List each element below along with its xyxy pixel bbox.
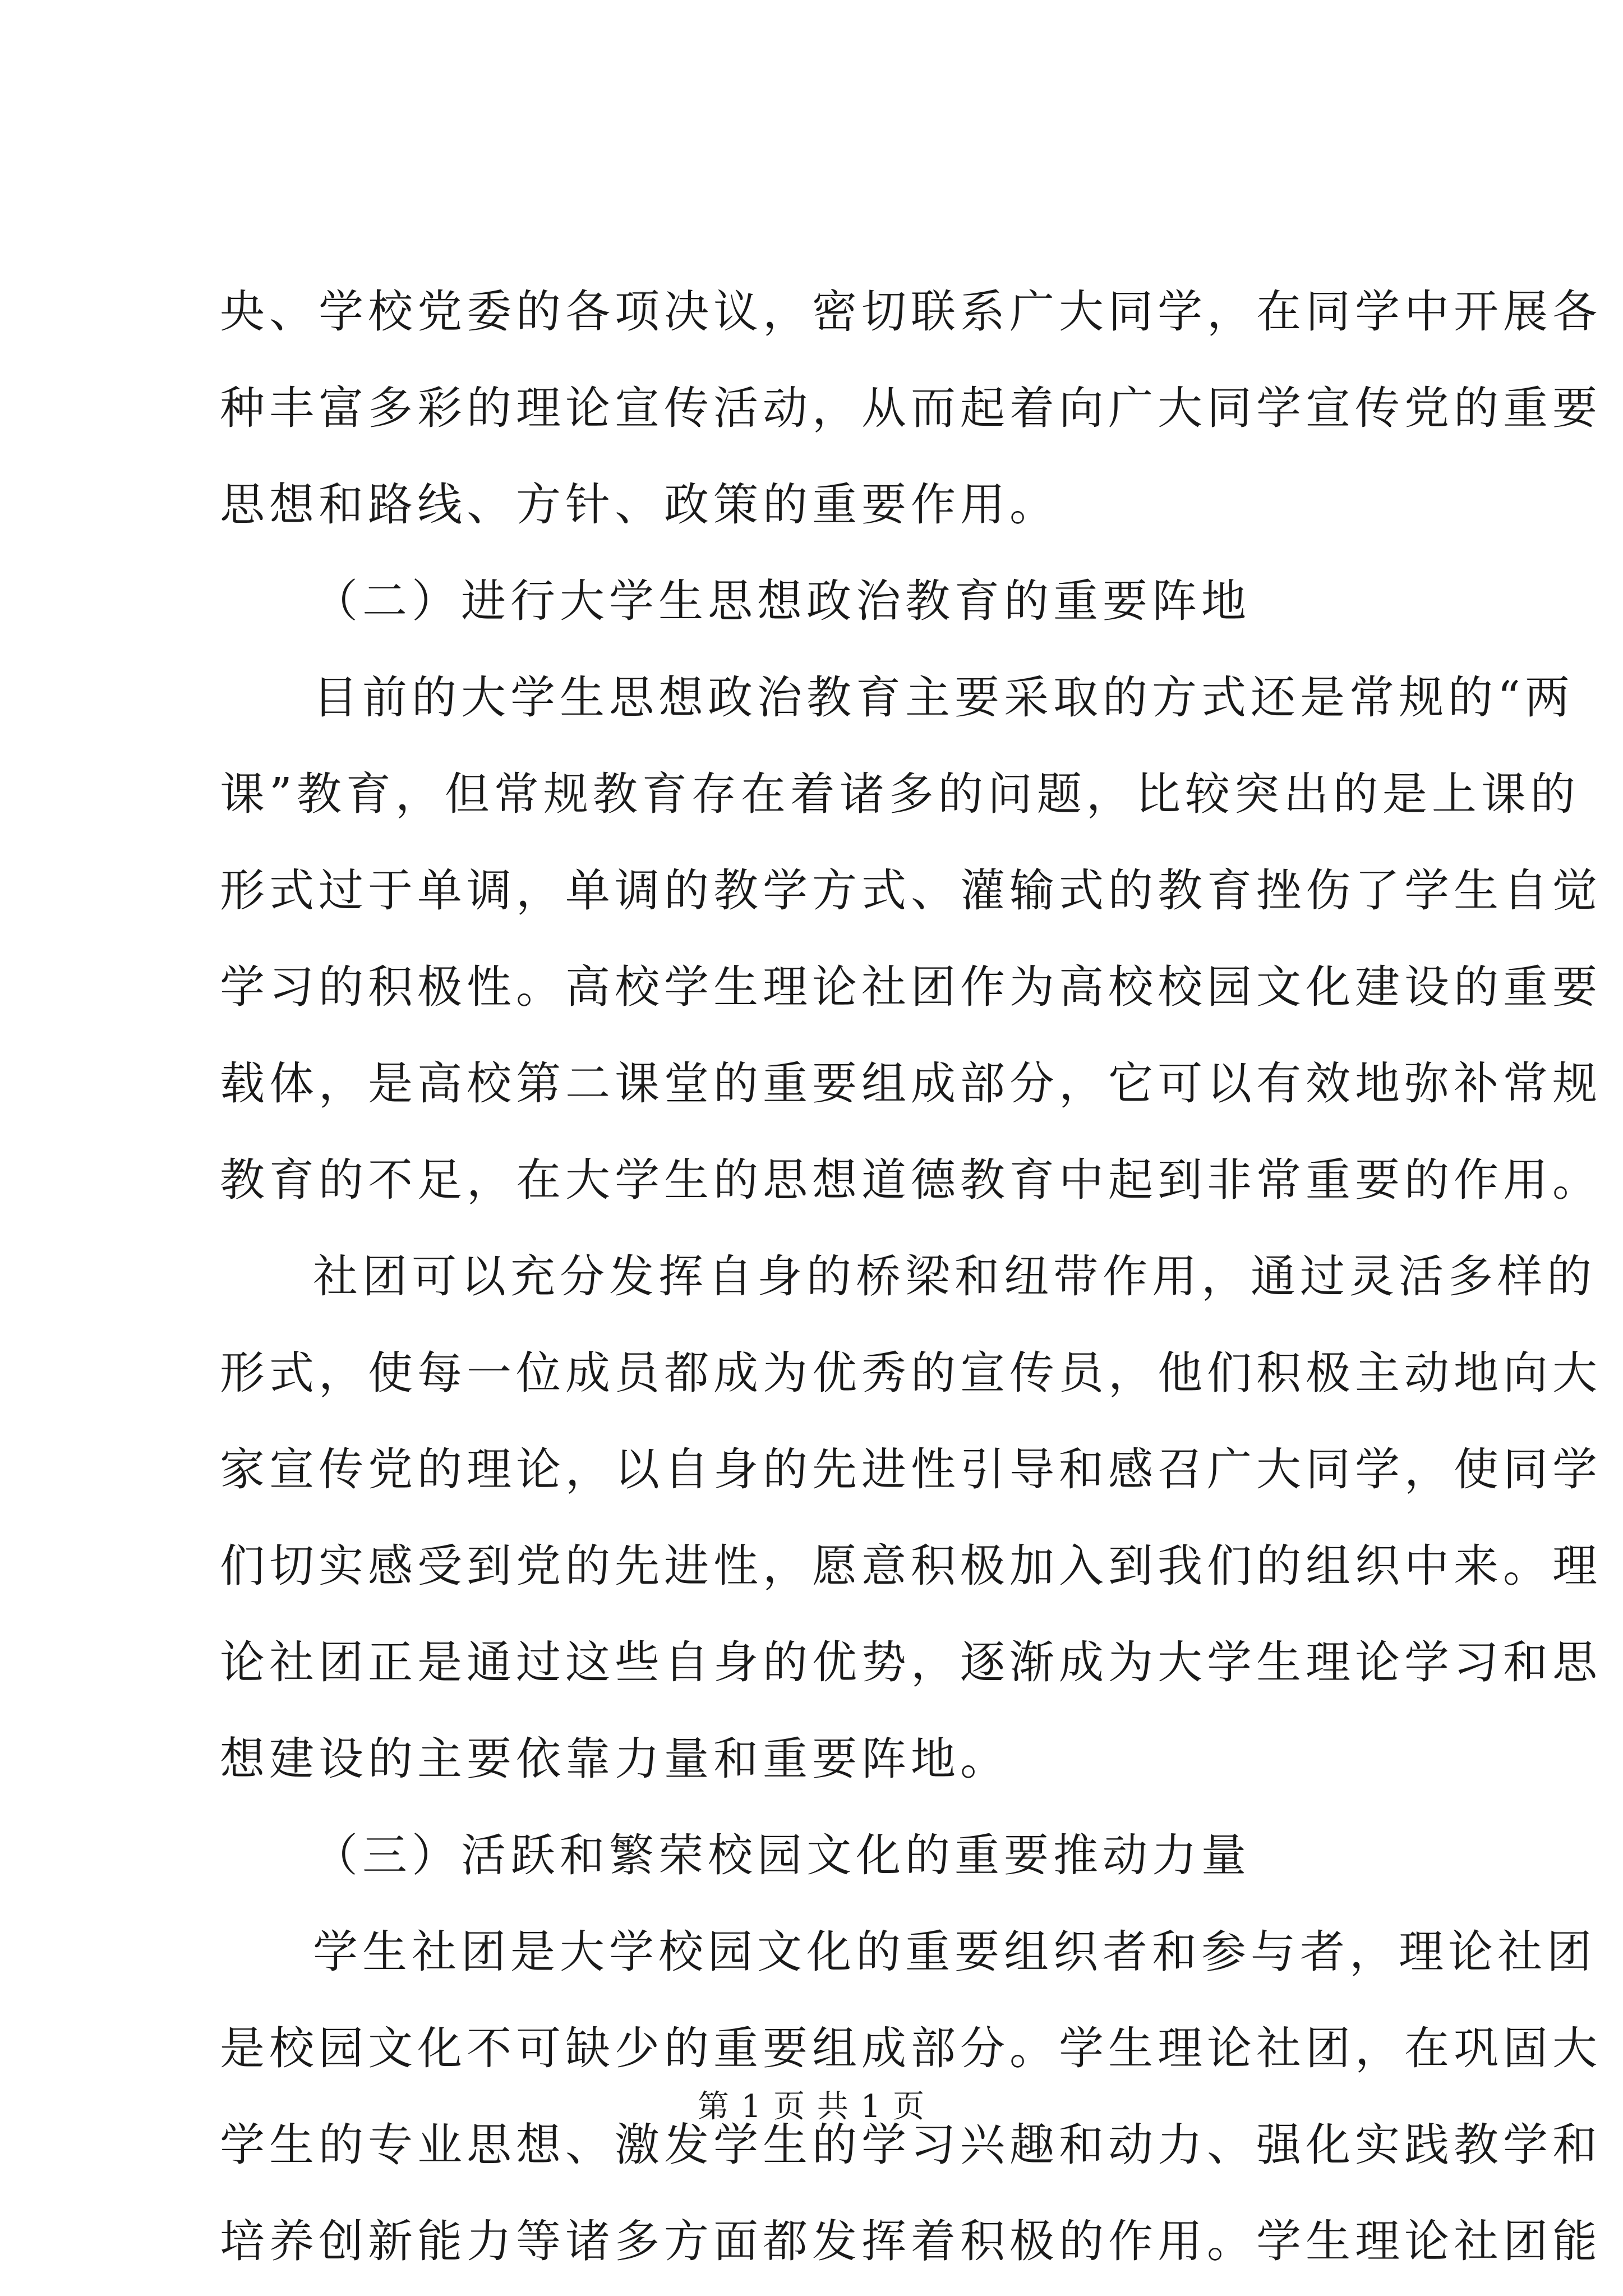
text-line: 思想和路线、方针、政策的重要作用。 (220, 478, 1059, 531)
text-line: 家宣传党的理论，以自身的先进性引导和感召广大同学，使同学 (220, 1443, 1602, 1496)
text-line: 想建设的主要依靠力量和重要阵地。 (220, 1733, 1009, 1785)
section-heading: （三）活跃和繁荣校园文化的重要推动力量 (313, 1829, 1251, 1881)
text-line: 社团可以充分发挥自身的桥梁和纽带作用，通过灵活多样的 (313, 1250, 1596, 1303)
text-line: 载体，是高校第二课堂的重要组成部分，它可以有效地弥补常规 (220, 1057, 1602, 1110)
section-heading: （二）进行大学生思想政治教育的重要阵地 (313, 575, 1251, 627)
text-line: 论社团正是通过这些自身的优势，逐渐成为大学生理论学习和思 (220, 1636, 1602, 1688)
text-line: 课”教育，但常规教育存在着诸多的问题，比较突出的是上课的 (220, 768, 1580, 820)
text-line: 培养创新能力等诸多方面都发挥着积极的作用。学生理论社团能 (220, 2215, 1602, 2267)
text-line: 种丰富多彩的理论宣传活动，从而起着向广大同学宣传党的重要 (220, 382, 1602, 434)
text-line: 是校园文化不可缺少的重要组成部分。学生理论社团，在巩固大 (220, 2022, 1602, 2074)
text-line: 们切实感受到党的先进性，愿意积极加入到我们的组织中来。理 (220, 1540, 1602, 1592)
text-line: 目前的大学生思想政治教育主要采取的方式还是常规的“两 (313, 671, 1574, 724)
text-line: 形式过于单调，单调的教学方式、灌输式的教育挫伤了学生自觉 (220, 864, 1602, 917)
page-number-label: 第 1 页 共 1 页 (697, 2088, 926, 2125)
text-line: 央、学校党委的各项决议，密切联系广大同学，在同学中开展各 (220, 286, 1602, 338)
text-line: 学习的积极性。高校学生理论社团作为高校校园文化建设的重要 (220, 961, 1602, 1013)
document-body (220, 264, 1602, 2290)
text-line: 学生的专业思想、激发学生的学习兴趣和动力、强化实践教学和 (220, 2119, 1602, 2171)
text-line: 学生社团是大学校园文化的重要组织者和参与者，理论社团 (313, 1926, 1596, 1978)
page-footer (0, 2085, 1623, 2129)
text-line: 教育的不足，在大学生的思想道德教育中起到非常重要的作用。 (220, 1154, 1602, 1206)
text-line: 形式，使每一位成员都成为优秀的宣传员，他们积极主动地向大 (220, 1347, 1602, 1399)
